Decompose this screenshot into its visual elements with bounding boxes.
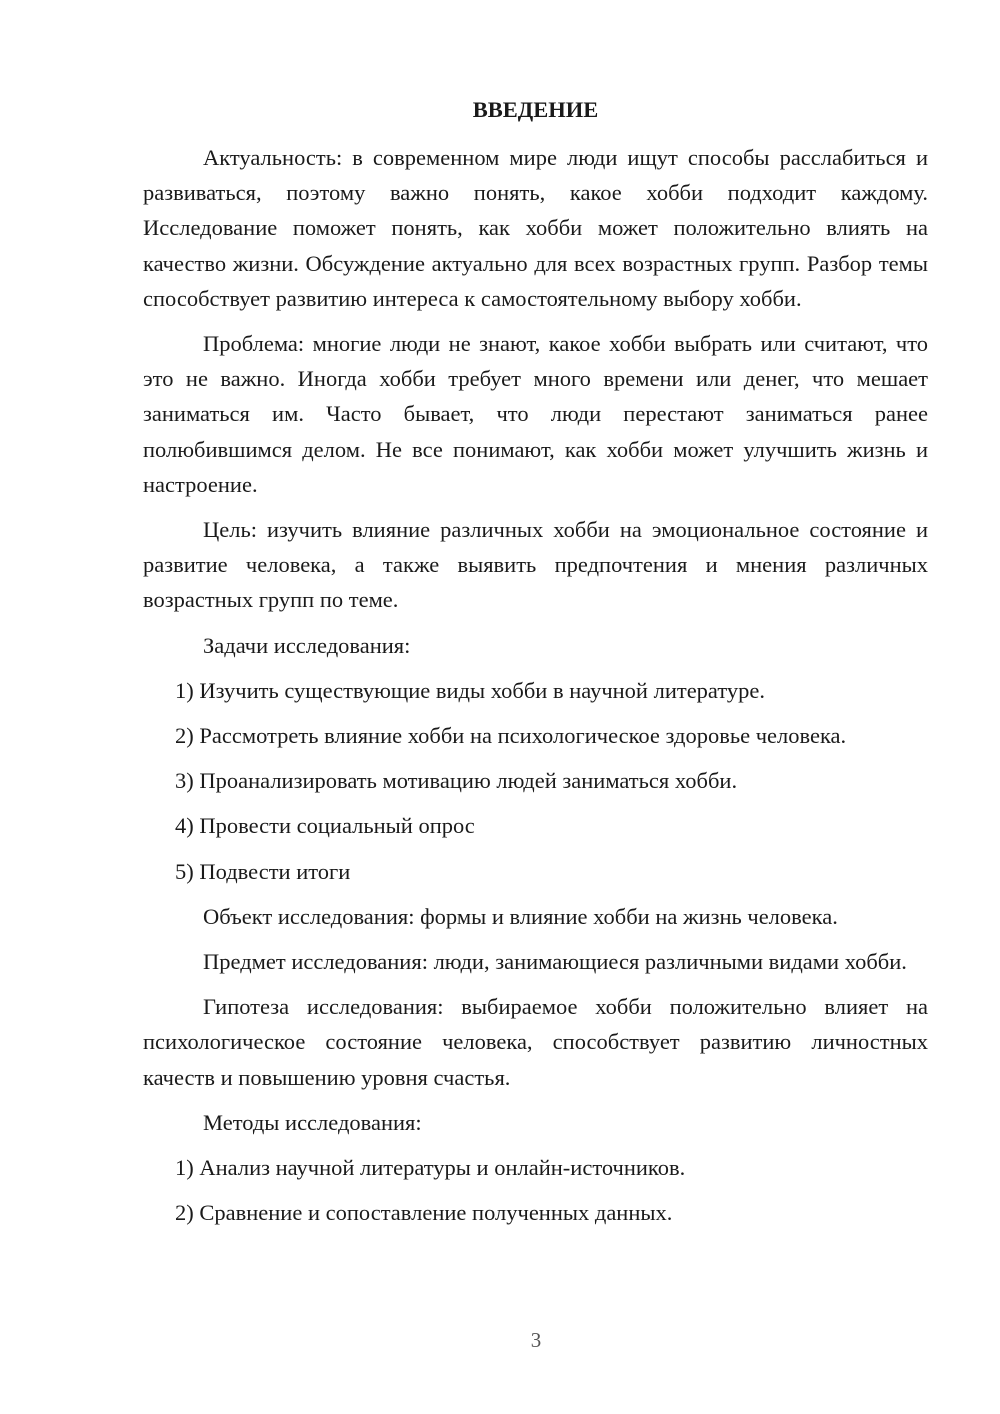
page-number: 3 [530,1328,542,1352]
methods-heading: Методы исследования: [203,1109,422,1135]
relevance-paragraph: Актуальность: в современном мире люди ищут способы расслабиться и развиваться, поэтому важно понять, какое хобби подходит каждому. Исследование поможет понять, как хобби может положительно влиять на качество жизни. Обсуждение актуально для всех возрастных групп. Разбор темы способствует развитию интереса к самостоятельному выбору хобби. [143,145,928,311]
problem-paragraph: Проблема: многие люди не знают, какое хобби выбрать или считают, что это не важно. Иногда хобби требует много времени или денег, что мешает заниматься им. Часто бывает, что люди перестают заниматься ранее полюбившимся делом. Не все понимают, как хобби может улучшить жизнь и настроение. [143,331,928,497]
subject-paragraph: Предмет исследования: люди, занимающиеся различными видами хобби. [203,949,907,975]
list-item: 2) Сравнение и сопоставление полученных данных. [175,1200,673,1226]
list-item: 4) Провести социальный опрос [175,813,475,839]
list-item: 3) Проанализировать мотивацию людей заниматься хобби. [175,768,738,794]
list-item: 5) Подвести итоги [175,858,351,884]
list-item: 2) Рассмотреть влияние хобби на психологическое здоровье человека. [175,723,847,749]
list-item: 1) Изучить существующие виды хобби в научной литературе. [175,677,765,703]
section-heading: ВВЕДЕНИЕ [472,97,599,122]
methods-list [143,1150,928,1230]
hypothesis-paragraph: Гипотеза исследования: выбираемое хобби положительно влияет на психологическое состояние человека, способствует развитию личностных качеств и повышению уровня счастья. [143,994,928,1090]
list-item: 1) Анализ научной литературы и онлайн-источников. [175,1155,686,1181]
tasks-list [143,673,928,889]
tasks-heading: Задачи исследования: [203,632,411,658]
document-page [143,92,928,1240]
object-paragraph: Объект исследования: формы и влияние хобби на жизнь человека. [203,903,838,929]
goal-paragraph: Цель: изучить влияние различных хобби на эмоциональное состояние и развитие человека, а также выявить предпочтения и мнения различных возрастных групп по теме. [143,517,928,613]
